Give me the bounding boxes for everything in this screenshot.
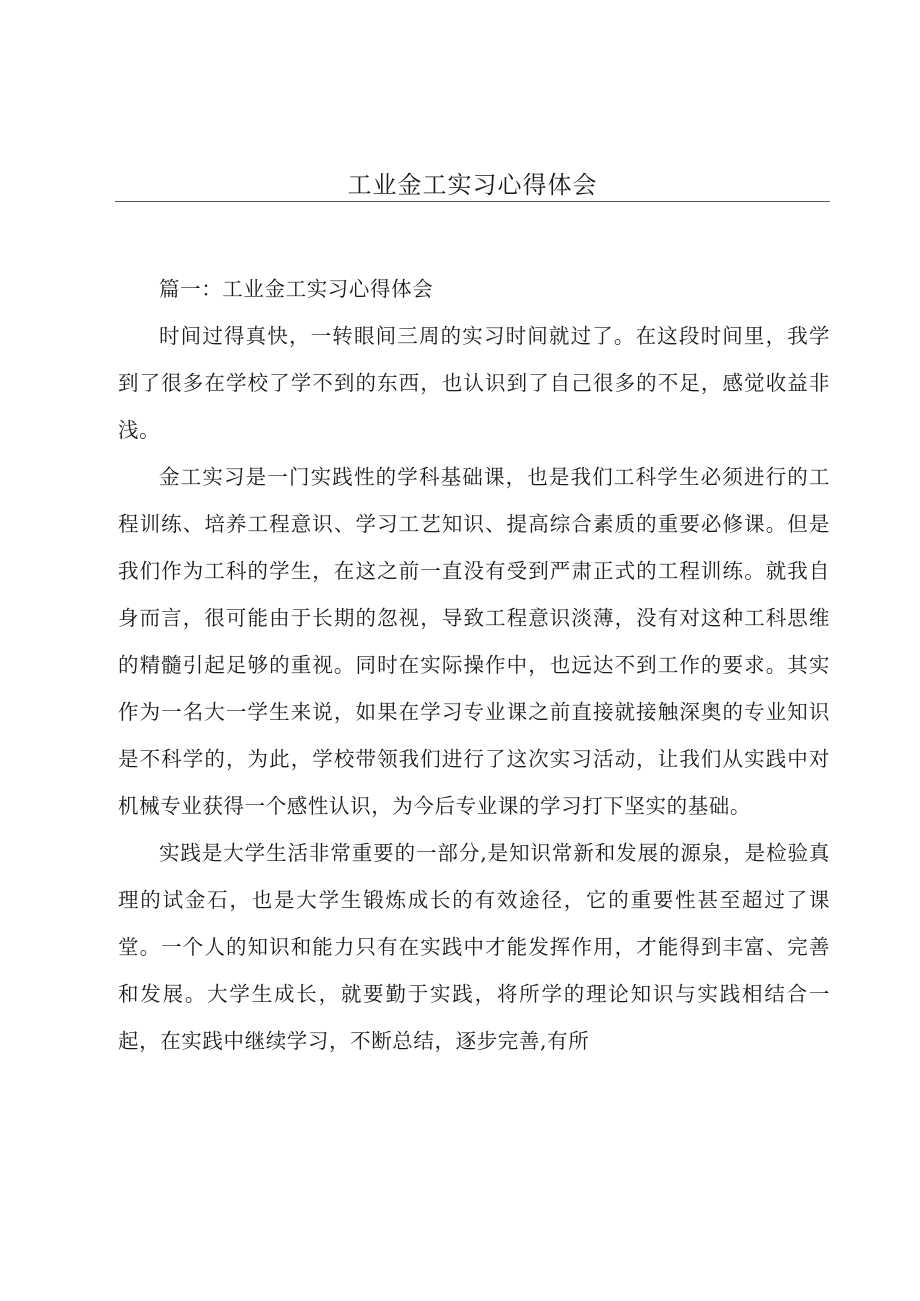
paragraph-3: 实践是大学生活非常重要的一部分,是知识常新和发展的源泉，是检验真理的试金石，也是大学生锻炼成长的有效途径，它的重要性甚至超过了课堂。一个人的知识和能力只有在实践中才能发挥作用，才能得到丰富、完善和发展。大学生成长，就要勤于实践，将所学的理论知识与实践相结合一起，在实践中继续学习，不断总结，逐步完善,有所 bbox=[118, 841, 830, 1053]
section-heading: 篇一：工业金工实习心得体会 bbox=[159, 277, 434, 301]
title-underline bbox=[115, 201, 830, 202]
paragraph-2: 金工实习是一门实践性的学科基础课，也是我们工科学生必须进行的工程训练、培养工程意识、学习工艺知识、提高综合素质的重要必修课。但是我们作为工科的学生，在这之前一直没有受到严肃正式的工程训练。就我自身而言，很可能由于长期的忽视，导致工程意识淡薄，没有对这种工科思维的精髓引起足够的重视。同时在实际操作中，也远达不到工作的要求。其实作为一名大一学生来说，如果在学习专业课之前直接就接触深奥的专业知识是不科学的，为此，学校带领我们进行了这次实习活动，让我们从实践中对机械专业获得一个感性认识，为今后专业课的学习打下坚实的基础。 bbox=[118, 465, 830, 818]
paragraph-1: 时间过得真快，一转眼间三周的实习时间就过了。在这段时间里，我学到了很多在学校了学不到的东西，也认识到了自己很多的不足，感觉收益非浅。 bbox=[118, 324, 830, 442]
document-body bbox=[118, 266, 830, 1065]
document-title: 工业金工实习心得体会 bbox=[347, 171, 598, 199]
